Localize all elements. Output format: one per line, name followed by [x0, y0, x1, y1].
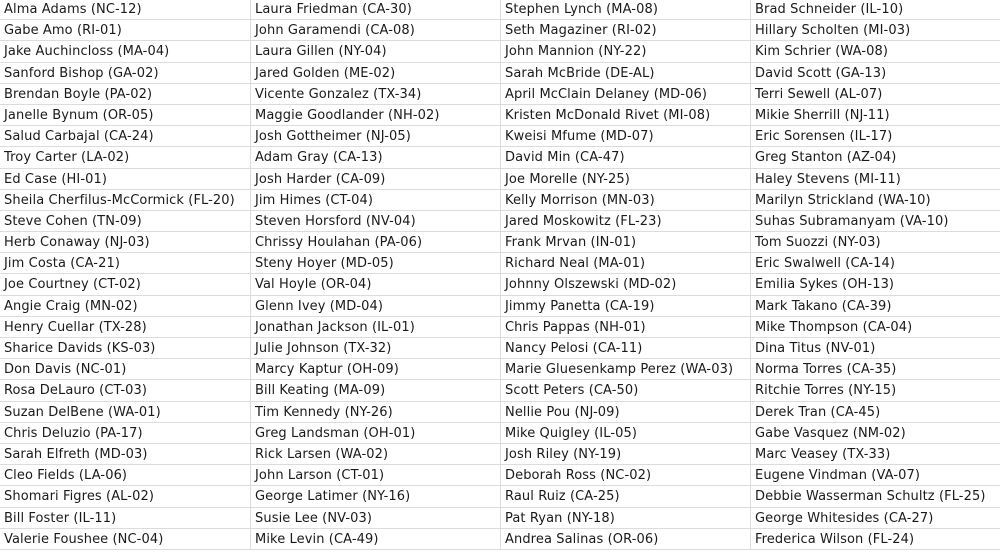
name-cell: April McClain Delaney (MD-06)	[501, 84, 750, 105]
name-cell: Kristen McDonald Rivet (MI-08)	[501, 105, 750, 126]
name-cell: Marilyn Strickland (WA-10)	[751, 190, 1000, 211]
name-cell: Joe Morelle (NY-25)	[501, 169, 750, 190]
name-cell: Norma Torres (CA-35)	[751, 359, 1000, 380]
name-cell: Rosa DeLauro (CT-03)	[0, 380, 250, 401]
name-cell: George Whitesides (CA-27)	[751, 508, 1000, 529]
name-cell: Mike Quigley (IL-05)	[501, 423, 750, 444]
name-cell: Emilia Sykes (OH-13)	[751, 274, 1000, 295]
name-cell: Ed Case (HI-01)	[0, 169, 250, 190]
name-cell: Sheila Cherfilus-McCormick (FL-20)	[0, 190, 250, 211]
name-cell: Tim Kennedy (NY-26)	[251, 402, 500, 423]
name-cell: Seth Magaziner (RI-02)	[501, 20, 750, 41]
name-cell: Debbie Wasserman Schultz (FL-25)	[751, 486, 1000, 507]
name-cell: Steny Hoyer (MD-05)	[251, 253, 500, 274]
name-cell: Stephen Lynch (MA-08)	[501, 0, 750, 20]
name-cell: Shomari Figres (AL-02)	[0, 486, 250, 507]
name-cell: Suzan DelBene (WA-01)	[0, 402, 250, 423]
name-cell: Adam Gray (CA-13)	[251, 147, 500, 168]
name-cell: Johnny Olszewski (MD-02)	[501, 274, 750, 295]
name-cell: Glenn Ivey (MD-04)	[251, 296, 500, 317]
name-cell: Valerie Foushee (NC-04)	[0, 529, 250, 550]
name-cell: Suhas Subramanyam (VA-10)	[751, 211, 1000, 232]
name-column-1	[0, 0, 250, 550]
name-cell: Laura Gillen (NY-04)	[251, 41, 500, 62]
name-cell: Frank Mrvan (IN-01)	[501, 232, 750, 253]
name-cell: Mark Takano (CA-39)	[751, 296, 1000, 317]
name-cell: Marc Veasey (TX-33)	[751, 444, 1000, 465]
name-cell: Alma Adams (NC-12)	[0, 0, 250, 20]
name-cell: Greg Stanton (AZ-04)	[751, 147, 1000, 168]
name-cell: Sarah McBride (DE-AL)	[501, 63, 750, 84]
name-cell: Terri Sewell (AL-07)	[751, 84, 1000, 105]
name-cell: Josh Harder (CA-09)	[251, 169, 500, 190]
name-cell: Marcy Kaptur (OH-09)	[251, 359, 500, 380]
name-cell: Julie Johnson (TX-32)	[251, 338, 500, 359]
name-cell: David Scott (GA-13)	[751, 63, 1000, 84]
name-cell: Chrissy Houlahan (PA-06)	[251, 232, 500, 253]
name-cell: Val Hoyle (OR-04)	[251, 274, 500, 295]
name-cell: Cleo Fields (LA-06)	[0, 465, 250, 486]
name-cell: Jonathan Jackson (IL-01)	[251, 317, 500, 338]
name-cell: Brad Schneider (IL-10)	[751, 0, 1000, 20]
name-cell: Sarah Elfreth (MD-03)	[0, 444, 250, 465]
name-cell: Kweisi Mfume (MD-07)	[501, 126, 750, 147]
name-cell: Mikie Sherrill (NJ-11)	[751, 105, 1000, 126]
name-column-4	[750, 0, 1000, 550]
name-cell: Sanford Bishop (GA-02)	[0, 63, 250, 84]
name-cell: Jimmy Panetta (CA-19)	[501, 296, 750, 317]
name-cell: Angie Craig (MN-02)	[0, 296, 250, 317]
name-cell: Bill Foster (IL-11)	[0, 508, 250, 529]
name-cell: Brendan Boyle (PA-02)	[0, 84, 250, 105]
name-cell: Janelle Bynum (OR-05)	[0, 105, 250, 126]
name-cell: Eugene Vindman (VA-07)	[751, 465, 1000, 486]
name-cell: John Mannion (NY-22)	[501, 41, 750, 62]
name-cell: Richard Neal (MA-01)	[501, 253, 750, 274]
name-cell: John Garamendi (CA-08)	[251, 20, 500, 41]
name-cell: Steven Horsford (NV-04)	[251, 211, 500, 232]
name-cell: Haley Stevens (MI-11)	[751, 169, 1000, 190]
name-cell: Chris Deluzio (PA-17)	[0, 423, 250, 444]
name-cell: Nancy Pelosi (CA-11)	[501, 338, 750, 359]
name-cell: Bill Keating (MA-09)	[251, 380, 500, 401]
name-cell: Sharice Davids (KS-03)	[0, 338, 250, 359]
name-cell: Steve Cohen (TN-09)	[0, 211, 250, 232]
name-cell: Joe Courtney (CT-02)	[0, 274, 250, 295]
name-cell: Ritchie Torres (NY-15)	[751, 380, 1000, 401]
name-cell: Nellie Pou (NJ-09)	[501, 402, 750, 423]
name-cell: Deborah Ross (NC-02)	[501, 465, 750, 486]
name-cell: Josh Riley (NY-19)	[501, 444, 750, 465]
name-cell: Hillary Scholten (MI-03)	[751, 20, 1000, 41]
name-cell: Don Davis (NC-01)	[0, 359, 250, 380]
name-cell: John Larson (CT-01)	[251, 465, 500, 486]
name-cell: Dina Titus (NV-01)	[751, 338, 1000, 359]
name-cell: Jared Golden (ME-02)	[251, 63, 500, 84]
name-cell: Gabe Vasquez (NM-02)	[751, 423, 1000, 444]
name-cell: Herb Conaway (NJ-03)	[0, 232, 250, 253]
name-cell: Eric Swalwell (CA-14)	[751, 253, 1000, 274]
name-cell: Tom Suozzi (NY-03)	[751, 232, 1000, 253]
name-cell: Chris Pappas (NH-01)	[501, 317, 750, 338]
name-cell: Kim Schrier (WA-08)	[751, 41, 1000, 62]
name-cell: Mike Levin (CA-49)	[251, 529, 500, 550]
name-cell: Jim Costa (CA-21)	[0, 253, 250, 274]
name-cell: Eric Sorensen (IL-17)	[751, 126, 1000, 147]
name-cell: Josh Gottheimer (NJ-05)	[251, 126, 500, 147]
name-cell: Rick Larsen (WA-02)	[251, 444, 500, 465]
name-cell: Jared Moskowitz (FL-23)	[501, 211, 750, 232]
name-column-3	[500, 0, 750, 550]
name-cell: Greg Landsman (OH-01)	[251, 423, 500, 444]
name-cell: Troy Carter (LA-02)	[0, 147, 250, 168]
name-cell: Kelly Morrison (MN-03)	[501, 190, 750, 211]
name-cell: Andrea Salinas (OR-06)	[501, 529, 750, 550]
name-cell: David Min (CA-47)	[501, 147, 750, 168]
name-cell: Mike Thompson (CA-04)	[751, 317, 1000, 338]
name-cell: Henry Cuellar (TX-28)	[0, 317, 250, 338]
name-cell: Pat Ryan (NY-18)	[501, 508, 750, 529]
name-cell: George Latimer (NY-16)	[251, 486, 500, 507]
name-cell: Jim Himes (CT-04)	[251, 190, 500, 211]
name-cell: Raul Ruiz (CA-25)	[501, 486, 750, 507]
name-cell: Salud Carbajal (CA-24)	[0, 126, 250, 147]
name-cell: Vicente Gonzalez (TX-34)	[251, 84, 500, 105]
name-cell: Derek Tran (CA-45)	[751, 402, 1000, 423]
name-cell: Marie Gluesenkamp Perez (WA-03)	[501, 359, 750, 380]
name-cell: Susie Lee (NV-03)	[251, 508, 500, 529]
name-cell: Scott Peters (CA-50)	[501, 380, 750, 401]
name-cell: Jake Auchincloss (MA-04)	[0, 41, 250, 62]
name-cell: Gabe Amo (RI-01)	[0, 20, 250, 41]
name-cell: Frederica Wilson (FL-24)	[751, 529, 1000, 550]
name-cell: Maggie Goodlander (NH-02)	[251, 105, 500, 126]
name-column-2	[250, 0, 500, 550]
name-cell: Laura Friedman (CA-30)	[251, 0, 500, 20]
